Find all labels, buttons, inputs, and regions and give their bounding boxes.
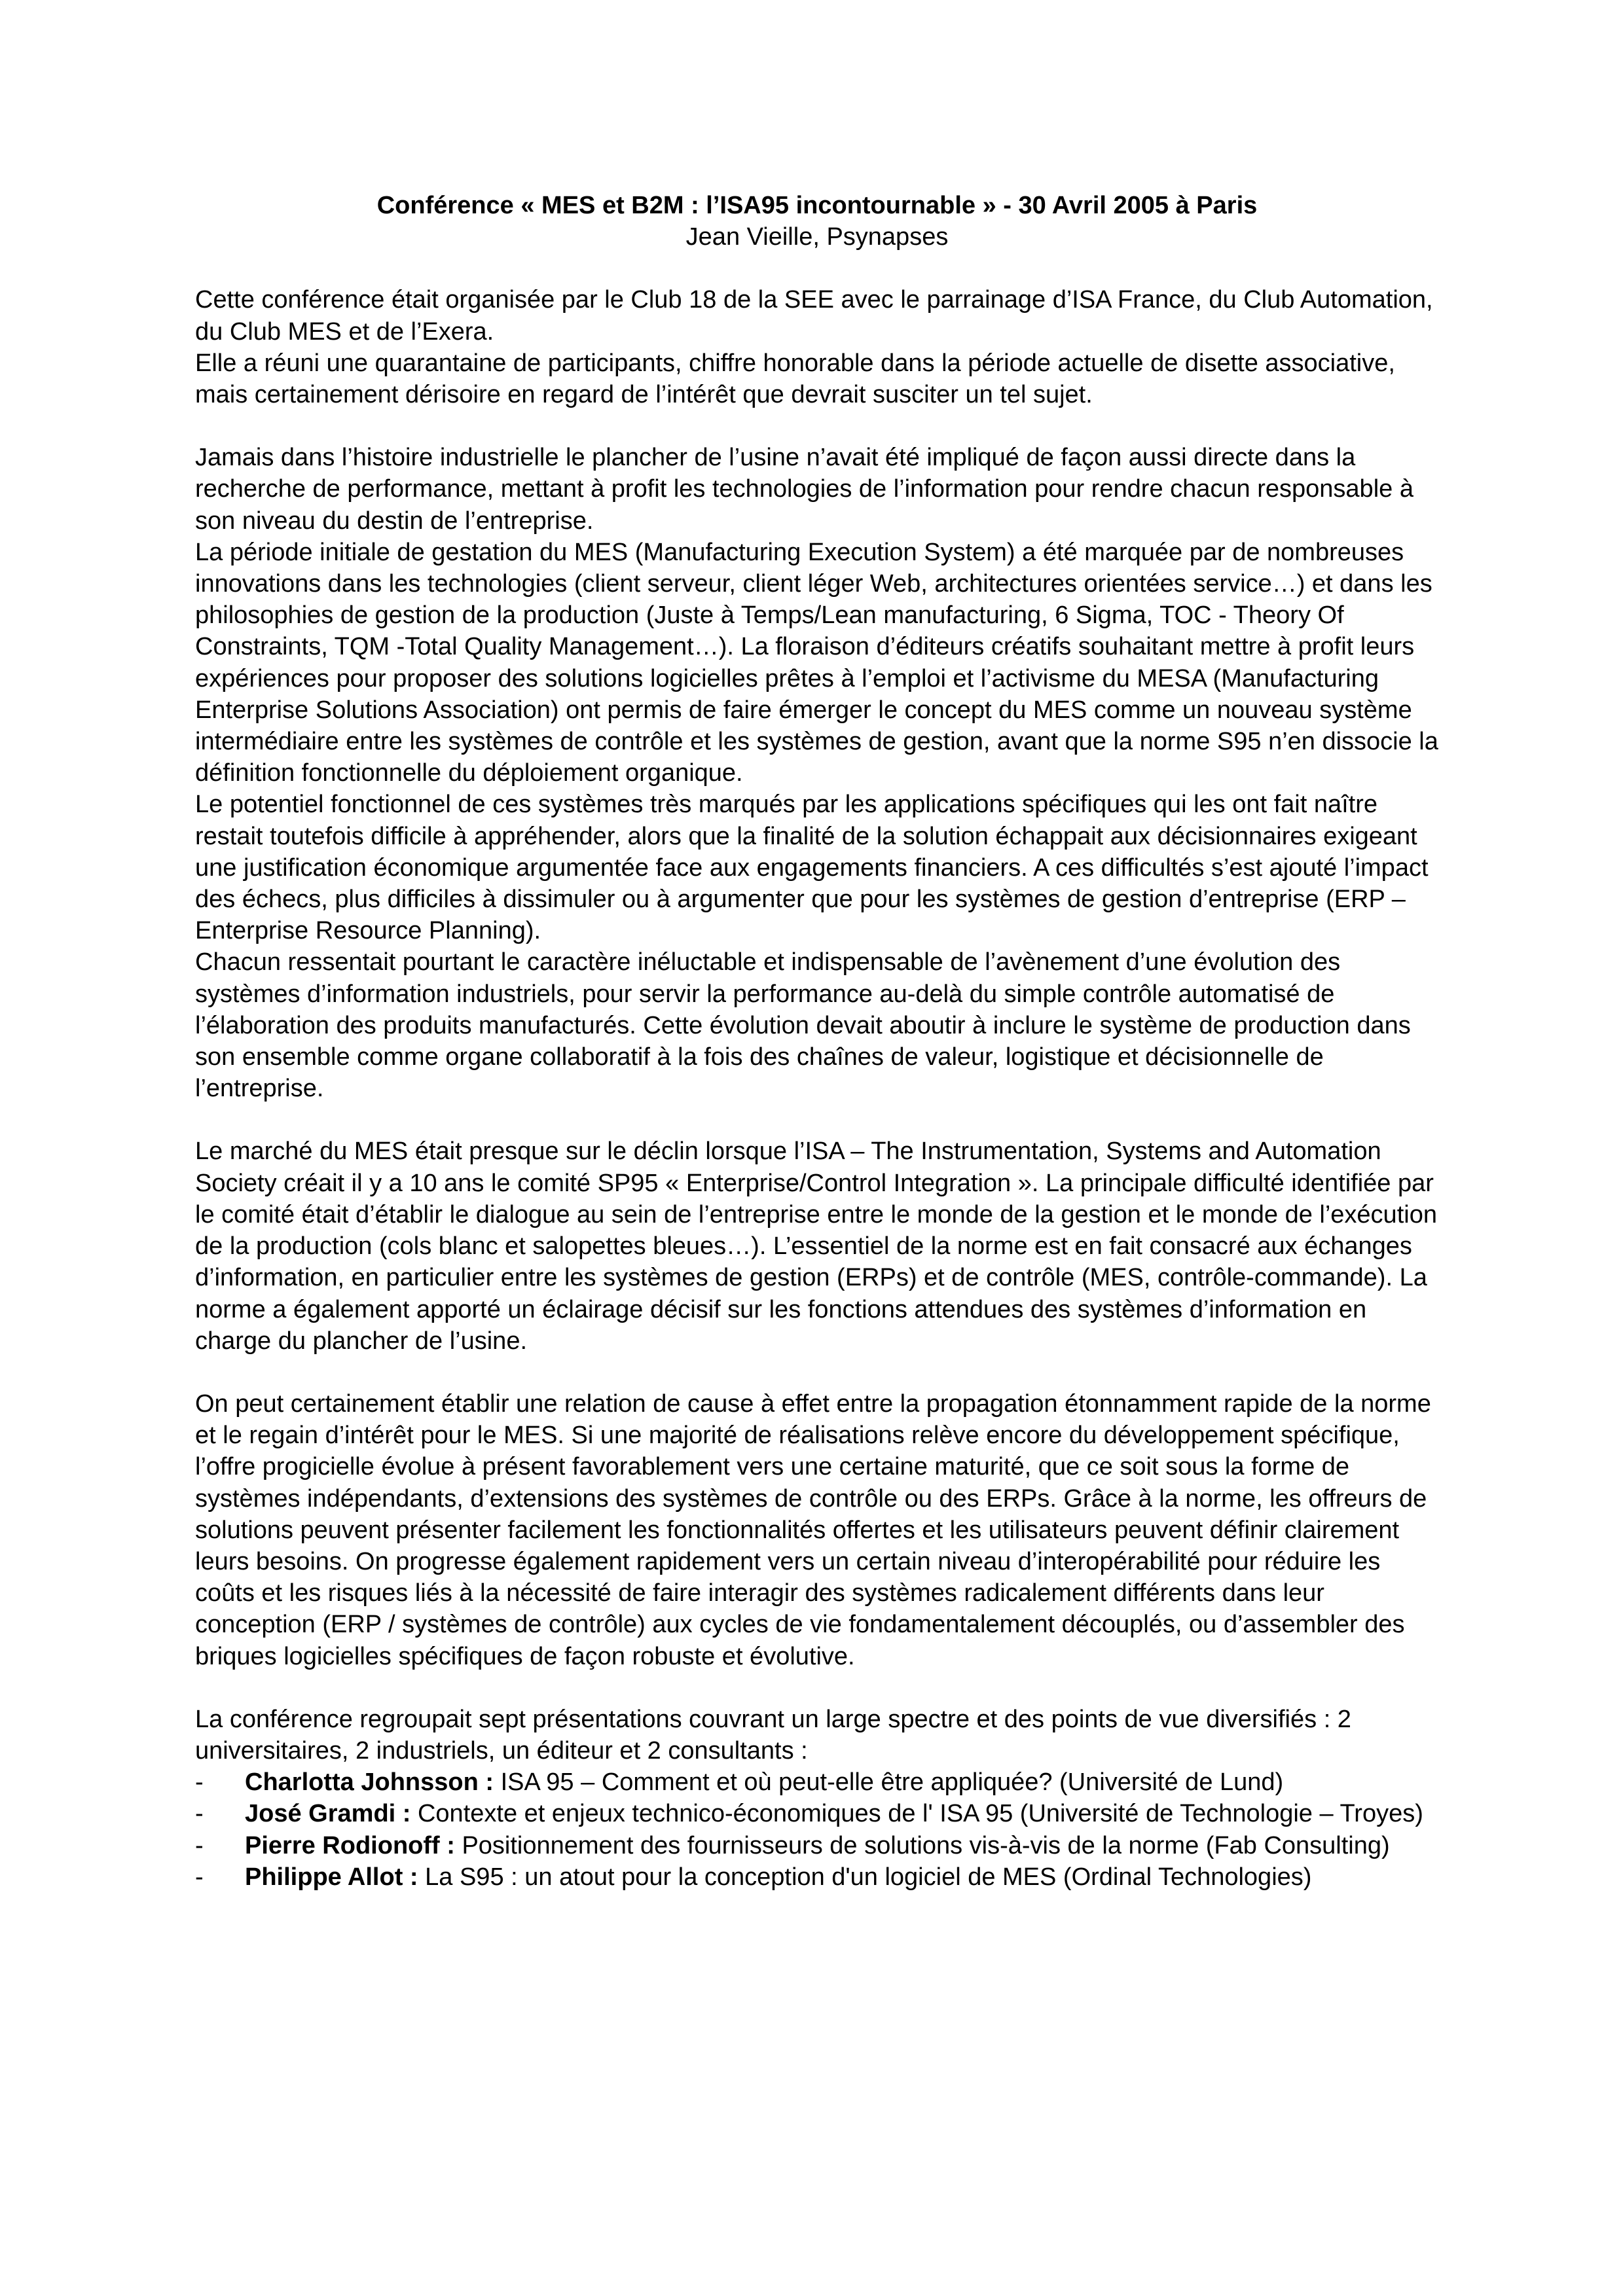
presentation-text: Positionnement des fournisseurs de solutions vis-à-vis de la norme (Fab Consulting) [454,1831,1390,1859]
document-author: Jean Vieille, Psynapses [685,223,949,251]
paragraph-conference: La conférence regroupait sept présentations couvrant un large spectre et des points de vue diversifiés : 2 universitaires, 2 industriels, un éditeur et 2 consultants : [195,1705,1351,1765]
presentation-text: ISA 95 – Comment et où peut-elle être appliquée? (Université de Lund) [494,1768,1284,1797]
speaker-name: Pierre Rodionoff : [245,1831,455,1859]
document-page [195,190,1439,1893]
paragraph-market: Le marché du MES était presque sur le déclin lorsque l’ISA – The Instrumentation, Systems and Automation Society créait il y a 10 ans le comité SP95 « Enterprise/Control Integration ». La principale difficulté identifiée par le comité était d’établir le dialogue au sein de l’entreprise entre le monde de la gestion et le monde de l’exécution de la production (cols blanc et salopettes bleues…). L’essentiel de la norme est en fait consacré aux échanges d’information, en particulier entre les systèmes de gestion (ERPs) et de contrôle (MES, contrôle-commande). La norme a également apporté un éclairage décisif sur les fonctions attendues des systèmes d’information en charge du plancher de l’usine. [195,1138,1437,1355]
document-title: Conférence « MES et B2M : l’ISA95 incontournable » - 30 Avril 2005 à Paris [376,192,1258,219]
list-bullet: - [195,1800,204,1828]
speaker-name: Philippe Allot : [245,1863,418,1891]
list-item [195,1767,1439,1798]
paragraph-spacer [195,410,1439,442]
paragraph-evolution: Chacun ressentait pourtant le caractère inéluctable et indispensable de l’avènement d’une évolution des systèmes d’information industriels, pour servir la performance au-delà du simple contrôle automatisé de l’élaboration des produits manufacturés. Cette évolution devait aboutir à inclure le système de production dans son ensemble comme organe collaboratif à la fois des chaînes de valeur, logistique et décisionnelle de l’entreprise. [195,948,1411,1103]
list-item [195,1861,1439,1893]
list-bullet: - [195,1768,204,1797]
presentation-list [195,1767,1439,1893]
paragraph-participants: Elle a réuni une quarantaine de participants, chiffre honorable dans la période actuelle de disette associative, mais certainement dérisoire en regard de l’intérêt que devrait susciter un tel sujet. [195,349,1395,409]
list-item [195,1830,1439,1861]
list-bullet: - [195,1831,204,1859]
presentation-text: Contexte et enjeux technico-économiques de l' ISA 95 (Université de Technologie – Troyes) [410,1800,1423,1828]
paragraph-spacer [195,1104,1439,1136]
paragraph-history: Jamais dans l’histoire industrielle le plancher de l’usine n’avait été impliqué de façon aussi directe dans la recherche de performance, mettant à profit les technologies de l’information pour rendre chacun responsable à son niveau du destin de l’entreprise. [195,444,1413,535]
speaker-name: José Gramdi : [245,1800,411,1828]
paragraph-propagation: On peut certainement établir une relation de cause à effet entre la propagation étonnamment rapide de la norme et le regain d’intérêt pour le MES. Si une majorité de réalisations relève encore du développement spécifique, l’offre progicielle évolue à présent favorablement vers une certaine maturité, que ce soit sous la forme de systèmes indépendants, d’extensions des systèmes de contrôle ou des ERPs. Grâce à la norme, les offreurs de solutions peuvent présenter facilement les fonctionnalités offertes et les utilisateurs peuvent définir clairement leurs besoins. On progresse également rapidement vers un certain niveau d’interopérabilité pour réduire les coûts et les risques liés à la nécessité de faire interagir des systèmes radicalement différents dans leur conception (ERP / systèmes de contrôle) aux cycles de vie fondamentalement découplés, ou d’assembler des briques logicielles spécifiques de façon robuste et évolutive. [195,1390,1431,1670]
paragraph-spacer [195,1672,1439,1704]
list-item [195,1798,1439,1829]
presentation-text: La S95 : un atout pour la conception d'un logiciel de MES (Ordinal Technologies) [418,1863,1312,1891]
paragraph-potential: Le potentiel fonctionnel de ces systèmes très marqués par les applications spécifiques qui les ont fait naître restait toutefois difficile à appréhender, alors que la finalité de la solution échappait aux décisionnaires exigeant une justification économique argumentée face aux engagements financiers. A ces difficultés s’est ajouté l’impact des échecs, plus difficiles à dissimuler ou à argumenter que pour les systèmes de gestion d’entreprise (ERP – Enterprise Resource Planning). [195,791,1429,945]
speaker-name: Charlotta Johnsson : [245,1768,494,1797]
paragraph-spacer [195,1357,1439,1388]
paragraph-intro: Cette conférence était organisée par le Club 18 de la SEE avec le parrainage d’ISA France, du Club Automation, du Club MES et de l’Exera. [195,286,1433,346]
list-bullet: - [195,1863,204,1891]
paragraph-gestation: La période initiale de gestation du MES (Manufacturing Execution System) a été marquée par de nombreuses innovations dans les technologies (client serveur, client léger Web, architectures orientées service…) et dans les philosophies de gestion de la production (Juste à Temps/Lean manufacturing, 6 Sigma, TOC - Theory Of Constraints, TQM -Total Quality Management…). La floraison d’éditeurs créatifs souhaitant mettre à profit leurs expériences pour proposer des solutions logicielles prêtes à l’emploi et l’activisme du MESA (Manufacturing Enterprise Solutions Association) ont permis de faire émerger le concept du MES comme un nouveau système intermédiaire entre les systèmes de contrôle et les systèmes de gestion, avant que la norme S95 n’en dissocie la définition fonctionnelle du déploiement organique. [195,538,1438,787]
